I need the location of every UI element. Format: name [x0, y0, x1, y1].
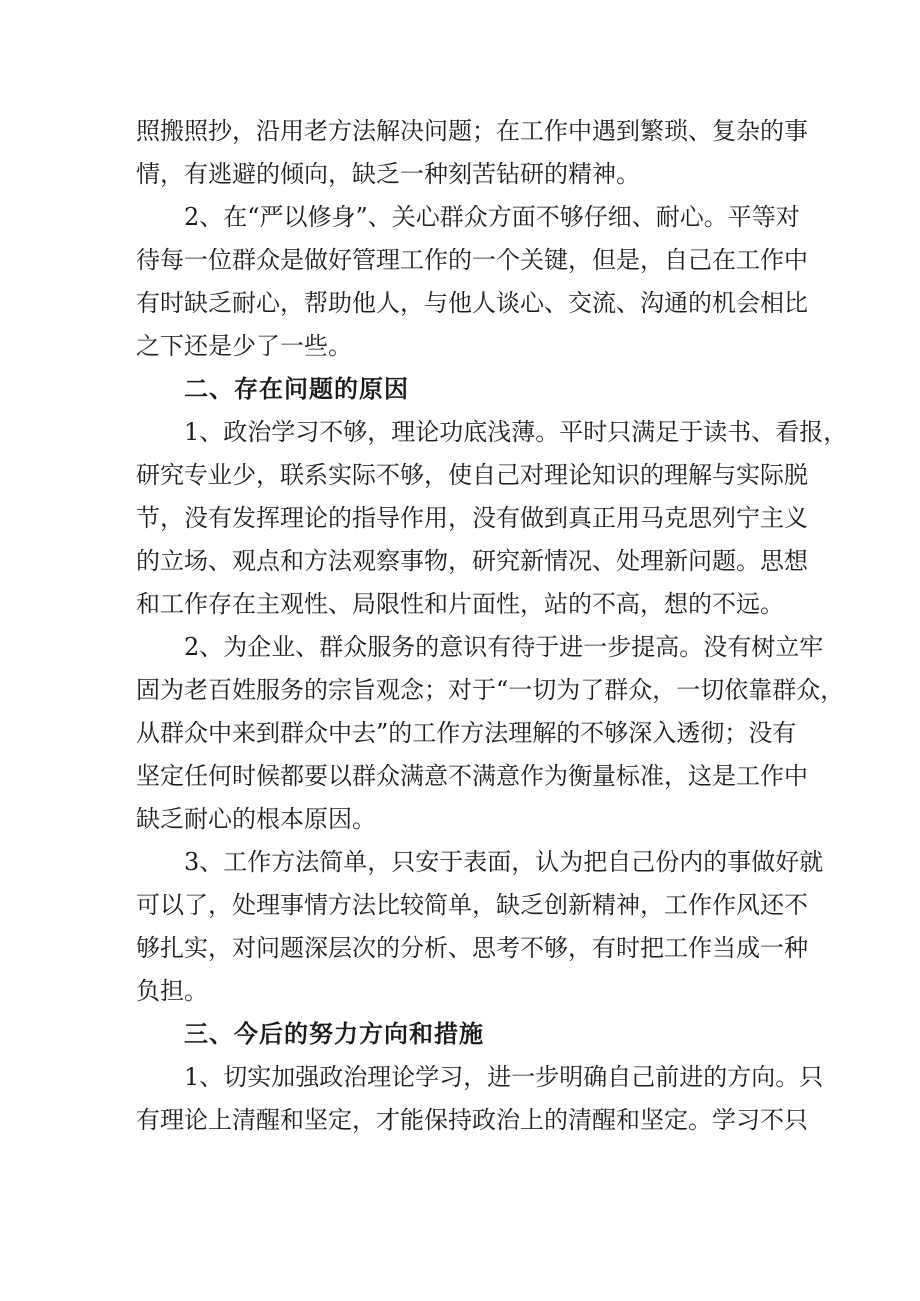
text-line: 的立场、观点和方法观察事物，研究新情况、处理新问题。思想 [136, 547, 808, 575]
section-heading: 三、今后的努力方向和措施 [184, 1020, 484, 1048]
text-line: 有理论上清醒和坚定，才能保持政治上的清醒和坚定。学习不只 [136, 1106, 808, 1134]
paragraph [136, 110, 808, 196]
text-line: 可以了，处理事情方法比较简单，缺乏创新精神，工作作风还不 [136, 891, 808, 919]
text-line: 1、政治学习不够，理论功底浅薄。平时只满足于读书、看报， [184, 418, 848, 446]
text-line: 情，有逃避的倾向，缺乏一种刻苦钻研的精神。 [136, 160, 640, 188]
document-body [136, 110, 848, 1142]
text-line: 3、工作方法简单，只安于表面，认为把自己份内的事做好就 [184, 848, 824, 876]
text-line: 节，没有发挥理论的指导作用，没有做到真正用马克思列宁主义 [136, 504, 808, 532]
text-line: 坚定任何时候都要以群众满意不满意作为衡量标准，这是工作中 [136, 762, 808, 790]
text-line: 照搬照抄，沿用老方法解决问题；在工作中遇到繁琐、复杂的事 [136, 117, 808, 145]
text-line: 从群众中来到群众中去”的工作方法理解的不够深入透彻；没有 [136, 719, 797, 747]
paragraph [136, 196, 808, 368]
paragraph [136, 626, 845, 841]
text-line: 研究专业少，联系实际不够，使自己对理论知识的理解与实际脱 [136, 461, 808, 489]
text-line: 待每一位群众是做好管理工作的一个关键，但是，自己在工作中 [136, 246, 808, 274]
text-line: 2、在“严以修身”、关心群众方面不够仔细、耐心。平等对 [184, 203, 800, 231]
text-line: 固为老百姓服务的宗旨观念；对于“一切为了群众，一切依靠群众， [136, 676, 845, 704]
text-line: 1、切实加强政治理论学习，进一步明确自己前进的方向。只 [184, 1063, 824, 1091]
paragraph [136, 411, 848, 626]
text-line: 缺乏耐心的根本原因。 [136, 805, 376, 833]
section-heading: 二、存在问题的原因 [184, 375, 409, 403]
text-line: 有时缺乏耐心，帮助他人，与他人谈心、交流、沟通的机会相比 [136, 289, 808, 317]
paragraph [136, 841, 824, 1013]
text-line: 2、为企业、群众服务的意识有待于进一步提高。没有树立牢 [184, 633, 824, 661]
text-line: 负担。 [136, 977, 208, 1005]
text-line: 和工作存在主观性、局限性和片面性，站的不高，想的不远。 [136, 590, 784, 618]
text-line: 够扎实，对问题深层次的分析、思考不够，有时把工作当成一种 [136, 934, 808, 962]
text-line: 之下还是少了一些。 [136, 332, 352, 360]
paragraph [136, 1056, 824, 1142]
